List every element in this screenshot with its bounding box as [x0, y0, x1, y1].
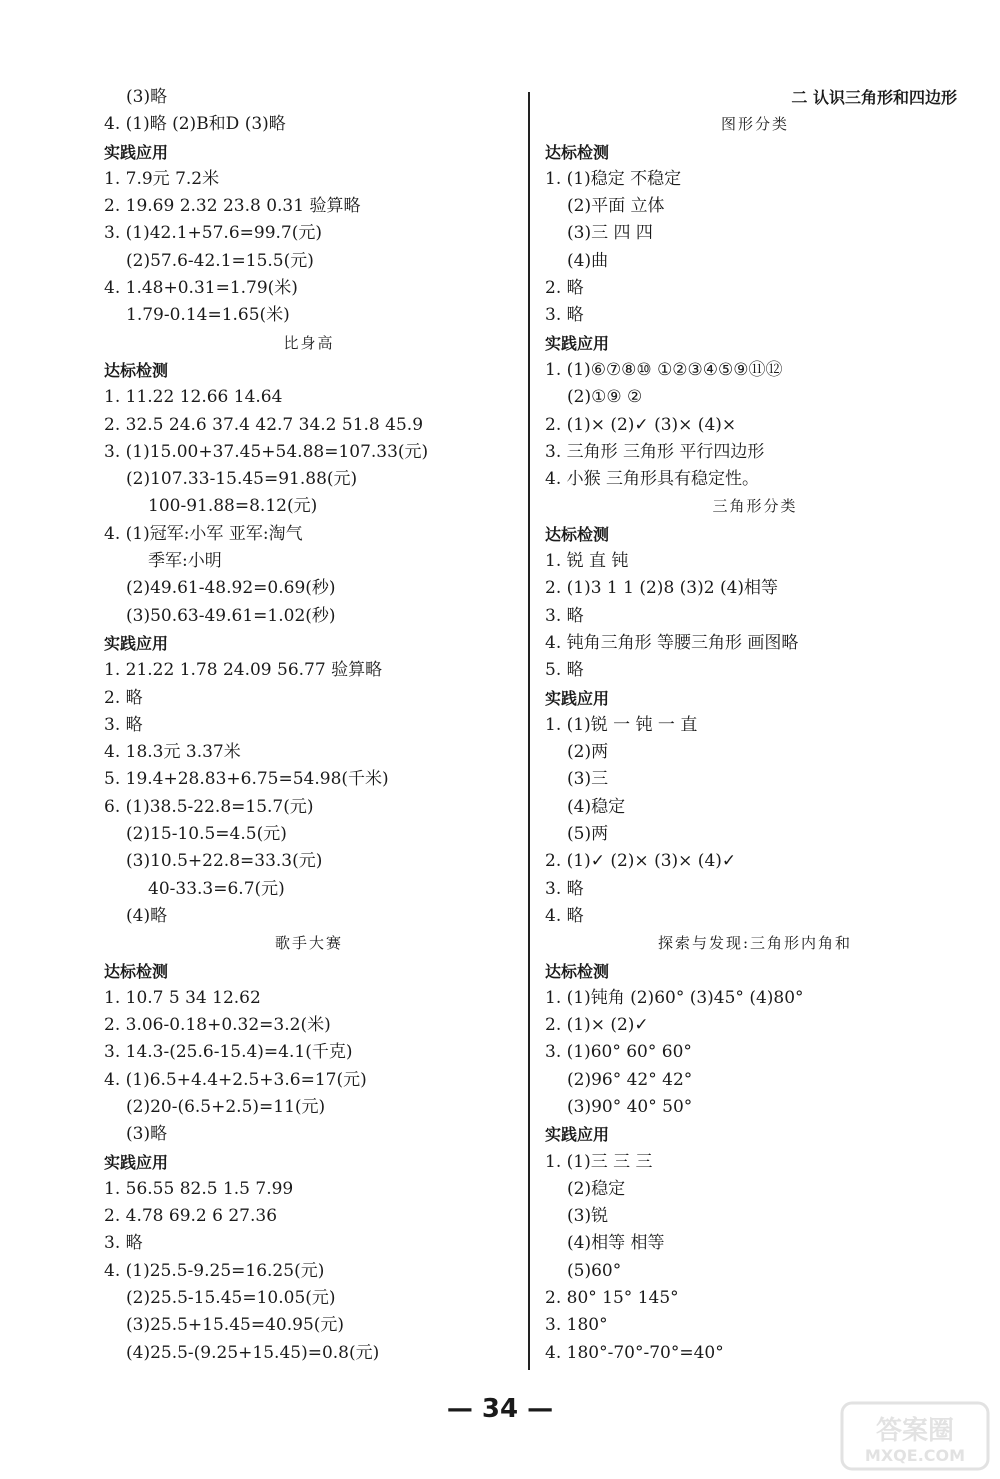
answer-line: 2. (1)× (2)✓ (3)× (4)× [545, 414, 737, 435]
left-column [104, 84, 514, 1367]
answer-line: 6. (1)38.5-22.8=15.7(元) [104, 796, 314, 817]
lesson-title: 三角形分类 [712, 497, 798, 516]
section-heading: 达标检测 [545, 961, 610, 981]
lesson-title: 图形分类 [720, 115, 789, 134]
lesson-title: 歌手大赛 [274, 934, 343, 953]
section-heading: 实践应用 [545, 1125, 610, 1145]
column-divider [528, 92, 530, 1370]
answer-line: 4. 略 [545, 905, 584, 926]
answer-line: (3)90° 40° 50° [567, 1096, 693, 1117]
answer-line: (2)25.5-15.45=10.05(元) [126, 1288, 336, 1309]
answer-line: 5. 19.4+28.83+6.75=54.98(千米) [104, 769, 389, 790]
section-heading: 实践应用 [104, 1152, 169, 1172]
answer-line: 2. 4.78 69.2 6 27.36 [104, 1206, 278, 1227]
answer-line: (3)略 [126, 1124, 168, 1145]
svg-text:答案圈: 答案圈 [875, 1416, 955, 1446]
answer-line: 2. 3.06-0.18+0.32=3.2(米) [104, 1015, 331, 1036]
answer-line: (5)60° [567, 1260, 622, 1281]
answer-line: 5. 略 [545, 660, 584, 681]
answer-line: (2)107.33-15.45=91.88(元) [126, 469, 358, 490]
answer-line: 1. 10.7 5 34 12.62 [104, 987, 261, 1008]
section-heading: 实践应用 [545, 688, 610, 708]
section-heading: 实践应用 [104, 633, 169, 653]
answer-line: 3. 略 [545, 305, 584, 326]
section-heading: 达标检测 [104, 961, 169, 981]
answer-line: 4. 180°-70°-70°=40° [545, 1342, 724, 1363]
answer-line: (2)57.6-42.1=15.5(元) [126, 250, 314, 271]
section-heading: 达标检测 [545, 142, 610, 162]
answer-line: 3. 略 [104, 714, 143, 735]
answer-line: 2. 80° 15° 145° [545, 1288, 679, 1309]
answer-line: (3)三 四 四 [567, 223, 653, 244]
answer-line: 4. (1)略 (2)B和D (3)略 [104, 114, 286, 135]
answer-line: 1. 11.22 12.66 14.64 [104, 387, 283, 408]
answer-line: (2)平面 立体 [567, 196, 665, 217]
watermark-logo [840, 1401, 990, 1471]
answer-line: 4. (1)25.5-9.25=16.25(元) [104, 1260, 325, 1281]
answer-line: (3)略 [126, 87, 168, 107]
answer-line: 1. 7.9元 7.2米 [104, 168, 220, 189]
answer-line: (4)略 [126, 905, 168, 926]
svg-text:MXQE.COM: MXQE.COM [864, 1446, 966, 1465]
answer-line: 100-91.88=8.12(元) [148, 496, 318, 517]
answer-line: 1. 锐 直 钝 [545, 551, 629, 572]
answer-line: 4. (1)6.5+4.4+2.5+3.6=17(元) [104, 1069, 367, 1090]
answer-line: 2. (1)✓ (2)× (3)× (4)✓ [545, 851, 737, 872]
answer-line: (4)25.5-(9.25+15.45)=0.8(元) [126, 1342, 380, 1363]
answer-line: 2. 略 [104, 687, 143, 708]
answer-line: (2)20-(6.5+2.5)=11(元) [126, 1096, 326, 1117]
answer-line: (4)稳定 [567, 796, 626, 817]
page-number: — 34 — [446, 1394, 554, 1424]
answer-line: 4. 钝角三角形 等腰三角形 画图略 [545, 632, 799, 653]
section-heading: 实践应用 [545, 333, 610, 353]
answer-line: (3)10.5+22.8=33.3(元) [126, 851, 323, 872]
answer-line: (3)三 [567, 769, 609, 790]
answer-line: 3. 略 [545, 605, 584, 626]
chapter-title: 二 认识三角形和四边形 [791, 88, 957, 107]
answer-line: 1. 56.55 82.5 1.5 7.99 [104, 1178, 294, 1199]
answer-line: 3. (1)15.00+37.45+54.88=107.33(元) [104, 441, 429, 462]
lesson-title: 探索与发现:三角形内角和 [657, 934, 853, 953]
right-column [545, 84, 965, 1367]
answer-line: (3)锐 [567, 1206, 609, 1227]
answer-line: 2. 略 [545, 278, 584, 299]
answer-line: 4. 小猴 三角形具有稳定性。 [545, 469, 760, 490]
answer-line: (2)49.61-48.92=0.69(秒) [126, 578, 336, 599]
answer-line: (2)两 [567, 742, 609, 763]
answer-line: (2)15-10.5=4.5(元) [126, 824, 287, 845]
answer-line: 1.79-0.14=1.65(米) [126, 305, 290, 326]
answer-line: 3. (1)60° 60° 60° [545, 1042, 692, 1063]
answer-line: (3)25.5+15.45=40.95(元) [126, 1315, 345, 1336]
answer-line: 1. (1)三 三 三 [545, 1151, 653, 1172]
answer-line: (4)相等 相等 [567, 1233, 665, 1254]
answer-line: 4. 1.48+0.31=1.79(米) [104, 278, 298, 299]
answer-line: 季军:小明 [148, 551, 222, 572]
section-heading: 达标检测 [104, 360, 169, 380]
answer-line: 4. (1)冠军:小军 亚军:淘气 [104, 523, 303, 544]
answer-line: 1. (1)锐 一 钝 一 直 [545, 714, 698, 735]
lesson-title: 比身高 [283, 333, 335, 352]
answer-line: (2)①⑨ ② [567, 387, 643, 408]
answer-line: (5)两 [567, 824, 609, 845]
answer-line: 40-33.3=6.7(元) [148, 878, 285, 899]
answer-line: (3)50.63-49.61=1.02(秒) [126, 605, 336, 626]
answer-line: 1. (1)⑥⑦⑧⑩ ①②③④⑤⑨⑪⑫ [545, 359, 783, 380]
answer-line: 2. 19.69 2.32 23.8 0.31 验算略 [104, 196, 361, 217]
answer-line: 3. 略 [545, 878, 584, 899]
answer-line: 2. (1)3 1 1 (2)8 (3)2 (4)相等 [545, 578, 779, 599]
answer-line: 2. (1)× (2)✓ [545, 1015, 649, 1036]
answer-line: 2. 32.5 24.6 37.4 42.7 34.2 51.8 45.9 [104, 414, 424, 435]
answer-line: (2)96° 42° 42° [567, 1069, 693, 1090]
answer-line: 3. 14.3-(25.6-15.4)=4.1(千克) [104, 1042, 353, 1063]
answer-line: 1. 21.22 1.78 24.09 56.77 验算略 [104, 660, 383, 681]
answer-line: 1. (1)稳定 不稳定 [545, 168, 682, 189]
answer-line: 1. (1)钝角 (2)60° (3)45° (4)80° [545, 987, 804, 1008]
answer-line: (2)稳定 [567, 1178, 626, 1199]
answer-line: 3. 180° [545, 1315, 608, 1336]
answer-line: (4)曲 [567, 250, 609, 271]
answer-line: 3. 略 [104, 1233, 143, 1254]
section-heading: 实践应用 [104, 142, 169, 162]
section-heading: 达标检测 [545, 524, 610, 544]
answer-line: 3. 三角形 三角形 平行四边形 [545, 441, 765, 462]
answer-line: 3. (1)42.1+57.6=99.7(元) [104, 223, 323, 244]
answer-line: 4. 18.3元 3.37米 [104, 742, 241, 763]
